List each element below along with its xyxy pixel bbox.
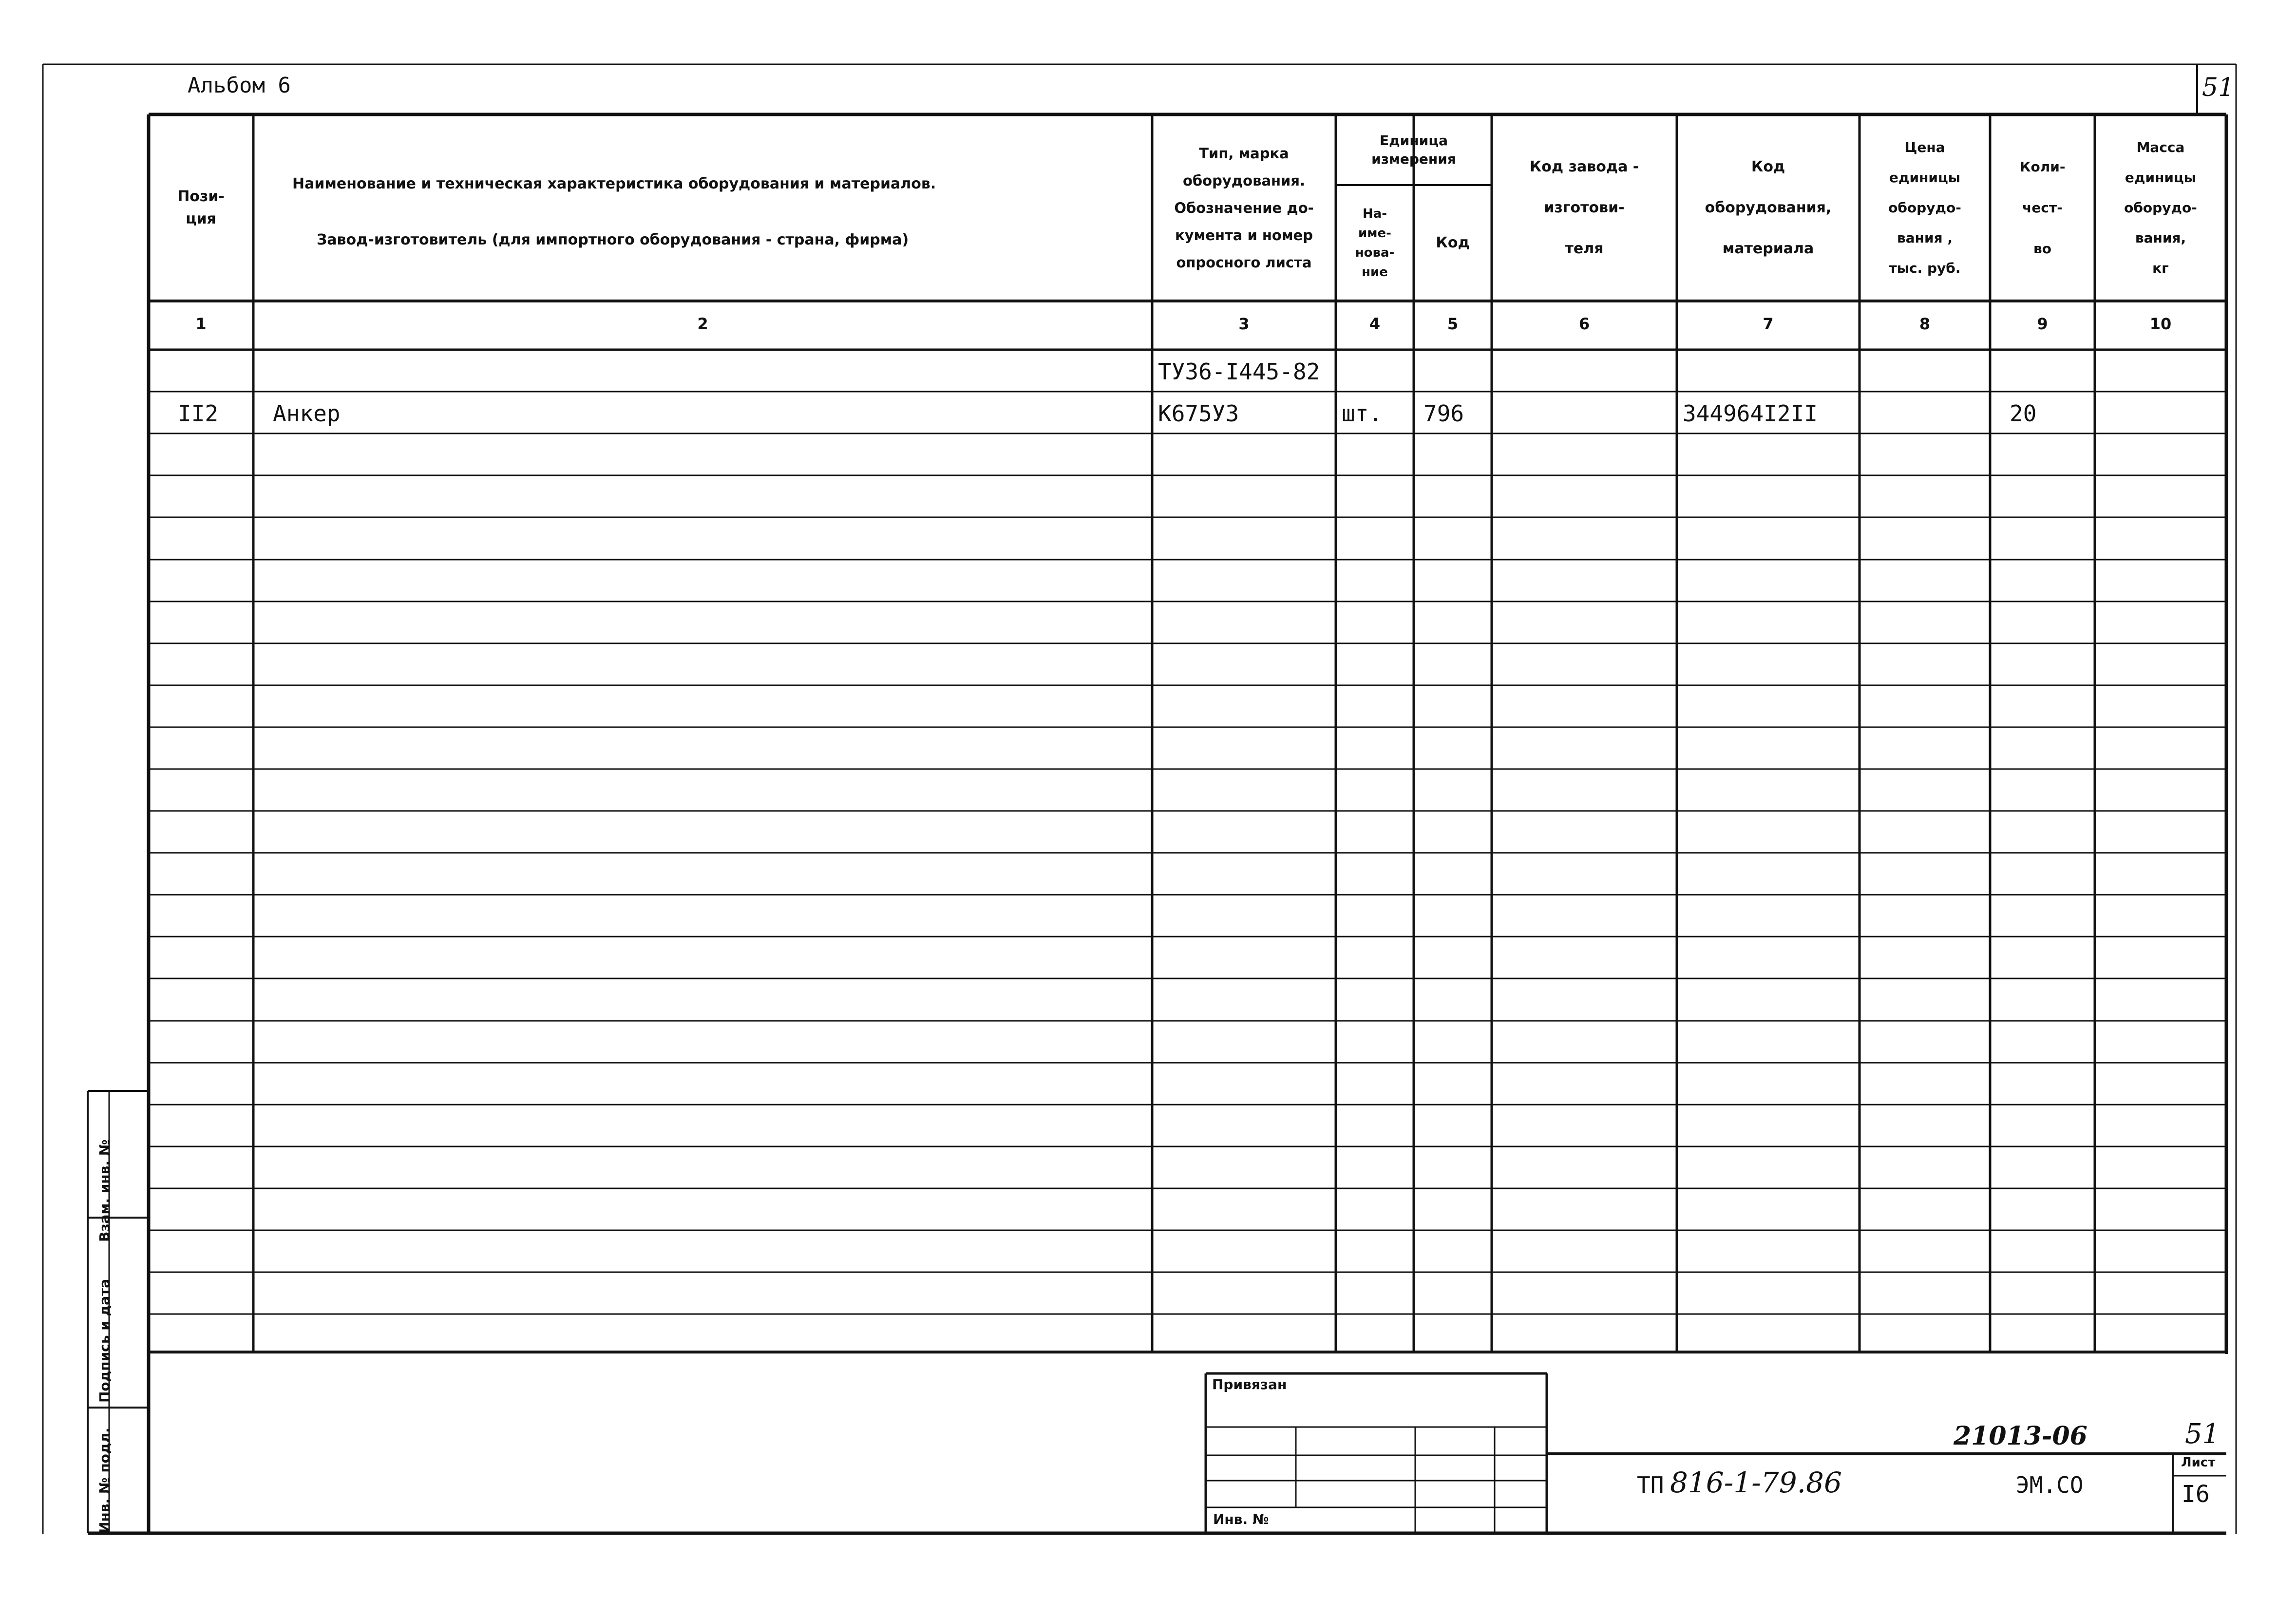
column-number: 1 (195, 315, 207, 333)
header-unit-name (1336, 204, 1414, 282)
header-text-line: вания, (2135, 229, 2186, 246)
header-text-line: кумента и номер (1175, 226, 1313, 244)
header-mass (2095, 132, 2226, 283)
stamp-inv-no: Инв. № (1213, 1511, 1269, 1527)
header-text-line: единицы (1889, 169, 1961, 186)
stamp-sheet-no: I6 (2182, 1481, 2210, 1508)
header-text-line: материала (1722, 240, 1814, 257)
header-text-line: Тип, марка (1199, 145, 1289, 162)
table-cell-unit_code: 796 (1423, 400, 1464, 427)
header-text-line: Единица (1380, 132, 1448, 149)
header-text-line: измерения (1371, 150, 1456, 167)
column-number: 9 (2037, 315, 2048, 333)
header-text-line: теля (1565, 240, 1604, 257)
header-text-line: Код завода - (1529, 158, 1639, 175)
header-text-line: единицы (2125, 169, 2197, 186)
table-cell-type: ТУ36-I445-82 (1158, 358, 1320, 385)
side-label-signature: Подпись и дата (96, 1278, 113, 1403)
header-text-line: Обозначение до- (1174, 199, 1314, 216)
table-cell-unit: шт. (1342, 400, 1383, 427)
column-number: 4 (1369, 315, 1381, 333)
header-text-line: ние (1362, 265, 1388, 280)
header-text-line: Код (1751, 158, 1785, 175)
header-text-line: Пози- (177, 188, 225, 205)
header-text-line: тыс. руб. (1889, 260, 1961, 276)
side-label-inv: Инв. № подл. (96, 1428, 113, 1533)
stamp-doc-code: 21013-06 (1954, 1421, 2087, 1451)
page-number-top: 51 (2202, 73, 2235, 102)
header-text-line: оборудо- (1888, 199, 1961, 216)
header-text-line: опросного листа (1176, 254, 1312, 271)
table-cell-equip_code: 344964I2II (1683, 400, 1818, 427)
header-plant-code (1492, 147, 1677, 269)
header-text-line: оборудования. (1182, 172, 1306, 189)
column-number: 2 (697, 315, 708, 333)
column-number: 10 (2149, 315, 2172, 333)
header-text-line: кг (2152, 260, 2169, 276)
column-number: 6 (1578, 315, 1590, 333)
header-text-line: Масса (2136, 139, 2185, 155)
stamp-project: 816-1-79.86 (1670, 1466, 1842, 1499)
header-text-line: нова- (1355, 245, 1395, 260)
header-text-line: вания , (1897, 229, 1953, 246)
table-cell-pos: II2 (178, 400, 219, 427)
header-name (292, 156, 936, 268)
table-cell-type: К675У3 (1158, 400, 1239, 427)
header-text-line: Завод-изготовитель (для импортного оборудования - страна, фирма) (317, 231, 909, 248)
column-number: 8 (1919, 315, 1931, 333)
stamp-section: ЭМ.СО (2016, 1472, 2084, 1498)
header-text-line: Код (1436, 234, 1470, 251)
column-number: 3 (1238, 315, 1250, 333)
header-text-line: оборудования, (1705, 199, 1832, 216)
header-text-line: во (2033, 240, 2051, 257)
stamp-page: 51 (2185, 1418, 2220, 1450)
table-cell-name: Анкер (273, 400, 341, 427)
header-text-line: Коли- (2019, 158, 2066, 175)
header-text-line: оборудо- (2124, 199, 2197, 216)
stamp-sheet-label: Лист (2181, 1455, 2216, 1470)
header-unit-group (1336, 132, 1492, 169)
header-text-line: Цена (1904, 139, 1945, 155)
header-unit-code (1414, 232, 1492, 254)
side-label-vzam: Взам. инв. № (96, 1139, 113, 1242)
header-qty (1990, 147, 2095, 269)
header-text-line: чест- (2022, 199, 2063, 216)
column-number: 7 (1763, 315, 1774, 333)
header-type (1152, 140, 1336, 276)
column-number: 5 (1447, 315, 1459, 333)
header-price (1860, 132, 1990, 283)
header-text-line: Наименование и техническая характеристика оборудования и материалов. (292, 175, 936, 192)
header-text-line: ция (186, 210, 216, 227)
header-equip-code (1677, 147, 1860, 269)
table-cell-qty: 20 (2010, 400, 2037, 427)
stamp-project-prefix: ТП (1637, 1472, 1664, 1498)
header-pos (149, 186, 253, 230)
header-text-line: име- (1358, 226, 1391, 241)
header-text-line: изготови- (1544, 199, 1625, 216)
stamp-privyazan: Привязан (1212, 1376, 1287, 1392)
album-caption: Альбом 6 (188, 73, 291, 98)
header-text-line: На- (1362, 207, 1387, 221)
